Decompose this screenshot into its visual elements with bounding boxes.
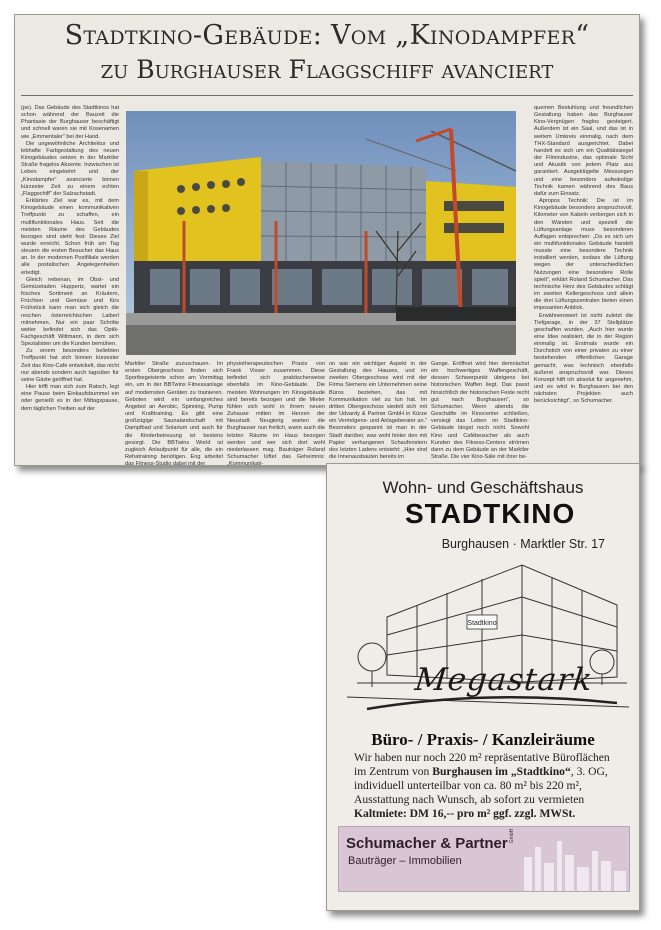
article-column-6 bbox=[534, 105, 633, 461]
article-column-3 bbox=[227, 361, 325, 468]
newspaper-article bbox=[14, 14, 640, 466]
ad-body-pre: Wir haben nur noch 220 m² repräsentative Büroflächen im Zentrum von bbox=[354, 751, 610, 778]
article-column-5 bbox=[431, 361, 529, 461]
paragraph: Gange. Eröffnet wird hier demnächst ein hochwertiges Waffengeschäft, dessen Schwerpunkt übrigens bei historischen Waffen liegt. Das passt hinsichtlich der historischen Feste recht gut nach Burghausen“, so Schumacher. Wenn abends die Geschäfte im Kinocenter schließen, versiegt das Leben im Stadtkino-Gebäude längst noch nicht. Sowohl Kino und Cafébesucher als auch Kunden des Fitness-Centers strömen dann zu dem Gebäude an der Marktler Straße. Die vier Kino-Säle mit ihrer be- bbox=[431, 361, 529, 461]
firm-gmbh: GmbH bbox=[509, 828, 516, 844]
paragraph: Erwähnenswert ist nicht zuletzt die Tiefgarage, in der 37 Stellplätze geschaffen wurden. „Auch hier wurde eine Idee realisiert, die in der Region einmalig ist. Erstmals wurde ein Durchstich von einer privaten zu einer bestehenden öffentlichen Garage gemacht, was technisch ebenfalls äußerst anspruchsvoll war. Dieses Konzept hilft ich absolut für angenehm, und es wird in Burghausen bei den nächsten Projekten auch berücksichtigt“, so Schumacher. bbox=[534, 312, 633, 405]
ad-title-big: STADTKINO bbox=[405, 498, 576, 529]
ad-body bbox=[354, 751, 624, 821]
headline-line-1: Stadtkino-Gebäude: Vom „Kinodampfer“ bbox=[64, 20, 590, 51]
firm-name: Schumacher & Partner bbox=[346, 835, 508, 852]
building-photo bbox=[126, 111, 516, 355]
ad-price: Kaltmiete: DM 16,-- pro m² ggf. zzgl. MWSt. bbox=[354, 807, 576, 820]
paragraph: quemen Bestuhlung und freundlichen Gestaltung haben das Burghauser Kino-Vergnügen fraglos gesteigert. Außerdem ist ein Saal, und das ist in weitem Umkreis einmalig, nach dem THX-Standard ausgerichtet. Dabei handelt es sich um ein Qualitätssiegel der Filmindustrie, das optimale Sicht und Akustik von jedem Platz aus garantiert. Ausgeklügelte Messungen und eine besonders aufwändige Technik kamen während des Baus dafür zum Einsatz. bbox=[534, 105, 633, 197]
sketch-sign-label: Stadtkino bbox=[467, 620, 497, 627]
headline-line-2: zu Burghauser Flaggschiff avanciert bbox=[100, 55, 554, 84]
paragraph: Marktler Straße zuzuschauen. Im ersten Obergeschoss finden sich Sportbegeisterte schon am Vormittag ein, um in der BBTwins Fitnessanlage auf modernsten Geräten zu trainieren. Geboten wird ein umfangreiches Angebot an Aerobic, Spinning, Pump und Krafttraining. Es gibt eine großzügige Saunalandschaft mit Dampfbad und Solarium und auch für die Kinderbetreuung ist bestens gesorgt. Die BBTwins World ist zugleich Anlaufpunkt für alle, die ein Rehatraining benötigen. Eng arbeitet das Fitness-Studio dabei mit der bbox=[125, 361, 223, 468]
firm-banner bbox=[338, 826, 630, 892]
paragraph: (pe). Das Gebäude des Stadtkinos hat schon während der Bauzeit die Phantasie der Burghauser beschäftigt und schnell waren sie mit Kosenamen wie „Emmentaler“ bei der Hand. bbox=[21, 105, 119, 140]
ad-body-post: , 3. OG, individuell unterteilbar von ca. 80 m² bis 220 m², Ausstattung nach Wunsch, ab sofort zu vermieten bbox=[354, 765, 608, 806]
paragraph: on war ein wichtiger Aspekt in der Gestaltung des Hauses, und im zweiten Obergeschoss wird mit der Firma Siemens ein Unternehmen seine Büros beziehen, das mit Kommunikation viel zu tun hat. Im dritten Obergeschoss siedelt sich mit der Udvardy & Partner GmbH in Kürze ein Vermögens- und Anlageberater an.“ Besonders gespannt ist man in der Stadt darüber, was wohl hinter den mit Papier verhangenen Schaufenstern des letzten Ladens entsteht: „Hier sind die Innenausbauten bereits im bbox=[329, 361, 427, 461]
article-column-4 bbox=[329, 361, 427, 461]
megastark-logo: Megastark bbox=[413, 662, 595, 698]
ad-body-bold: Burghausen im „Stadtkino“ bbox=[432, 765, 571, 778]
paragraph: Apropos Technik: Die ist im Kinogebäude besonders anspruchsvoll. Kilometer von Kabeln verbergen sich in den Wänden und speziell die Lüftungsanlage muss besonderen Auflagen entsprechen: „Da es sich um ein multifunktionales Gebäude handelt musste eine besondere Technik installiert werden, sodass die Lüftung wegen der unterschiedlichen Nutzungen eine besondere Rolle spielt“, erklärt Roland Schumacher. Das technische Herz des Gebäudes schlägt im zweiten Kellergeschoss und allein die drei Lüftungszentralen bieten einen imposanten Anblick. bbox=[534, 198, 633, 312]
ad-address: Burghausen · Marktler Str. 17 bbox=[441, 537, 605, 551]
article-headline bbox=[15, 19, 639, 87]
article-column-1 bbox=[21, 105, 119, 461]
paragraph: Gleich nebenan, im Obst- und Gemüseladen Huppertz, wartet ein frisches Sortiment an Kräutern, Früchten und Gemüse und fürs Frühstück kann man sich gleich die reschen österreichischen Laiberl mitnehmen. Nur ein paar Schritte weiter befindet sich das Optik-Fachgeschäft Wittmann, in dem sich Spezialisten um die Kunden bemühen. bbox=[21, 276, 119, 348]
paragraph: Hier trifft man sich zum Ratsch, legt eine Pause beim Einkaufsbummel ein oder genießt es in der Mittagspause, dem täglichen Treiben auf der bbox=[21, 384, 119, 412]
article-column-2 bbox=[125, 361, 223, 468]
firm-subtitle: Bauträger – Immobilien bbox=[348, 855, 462, 867]
ad-headline: Büro- / Praxis- / Kanzleiräume bbox=[371, 730, 595, 749]
paragraph: physiotherapeutischen Praxis von Frank Visser zusammen. Diese befindet sich praktischerweise ebenfalls im Kino-Gebäude. Die meisten Wohnungen im Kinogebäude sind bereits bezogen und die Mieter fühlen sich wohl in ihrem neuen Zuhause mitten im Herzen der Neustadt. Neugierig warten die Burghauser nun freilich, wann auch die letzten Räume im Haus bezogen werden und wer sich dort wohl niederlassen mag. Bauträger Roland Schumacher lüftet das Geheimnis: „Kommunikati- bbox=[227, 361, 325, 468]
advertisement bbox=[326, 463, 640, 911]
paragraph: Die ungewöhnliche Architektur und lebhafte Farbgestaltung des neuen Kinogebäudes setzen in der Marktler Straße fragelos Akzente. Inzwischen ist Leben eingekehrt und der „Kinodampfer“ avancierte binnen kürzester Zeit zu einem echten „Flaggschiff“ der Salzachstadt. bbox=[21, 140, 119, 197]
paragraph: Zu einem besonders beliebten Treffpunkt hat sich binnen kürzester Zeit das Kino-Café entwickelt, das nicht nur abends sondern auch tagsüber für seine Gäste geöffnet hat. bbox=[21, 348, 119, 383]
ad-title-line: Wohn- und Geschäftshaus bbox=[382, 478, 584, 497]
headline-rule bbox=[21, 95, 633, 96]
paragraph: Erklärtes Ziel war es, mit dem Kinogebäude einen kommunikativen Treffpunkt zu schaffen, ein multifunktionales Haus. Seit die meisten Räume des Gebäudes bezogen sind steht fest: Dieses Ziel wurde erreicht. Schon früh am Tag steuern die ersten Besucher das Haus an. In der modernen Postfiliale werden alle postalischen Angelegenheiten erledigt. bbox=[21, 198, 119, 276]
ad-body-text bbox=[354, 751, 624, 807]
